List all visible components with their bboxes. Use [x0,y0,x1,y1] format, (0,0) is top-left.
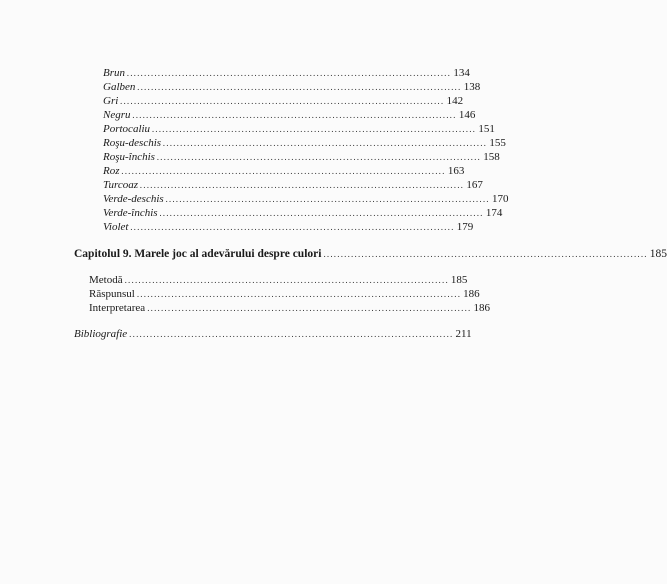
toc-subsection-title: Metodă [89,274,123,286]
toc-leader-dots: .............................................................................................. [147,303,472,313]
toc-entry-title: Galben [103,81,136,93]
toc-subsection-raspunsul [89,288,480,301]
toc-leader-dots: .............................................................................................. [136,289,462,299]
toc-leader-dots: .............................................................................................. [127,68,452,78]
toc-entry-page: 158 [483,151,500,163]
toc-entry-title: Turcoaz [103,179,139,191]
toc-entry-negru [103,109,476,122]
toc-entry-page: 134 [453,67,470,79]
toc-entry-page: 138 [463,81,481,93]
toc-entry-title: Roz [103,165,120,177]
toc-entry-rosu-deschis [103,137,506,150]
toc-leader-dots: .............................................................................................. [323,249,648,259]
toc-entry-page: 142 [446,95,464,107]
toc-entry-title: Verde-deschis [103,193,164,205]
toc-bibliography [74,328,472,341]
toc-entry-title: Brun [103,67,125,79]
toc-entry-portocaliu [103,123,495,136]
toc-entry-verde-deschis [103,193,509,206]
toc-entry-rosu-inchis [103,151,500,164]
toc-entry-violet [103,221,474,234]
toc-entry-page: 151 [478,123,495,135]
toc-leader-dots: .............................................................................................. [156,152,482,162]
toc-entry-page: 170 [492,193,509,205]
toc-chapter-page: 185 [649,248,667,260]
toc-leader-dots: .............................................................................................. [165,194,490,204]
toc-leader-dots: .............................................................................................. [120,96,445,106]
toc-subsection-metoda [89,274,468,287]
toc-entry-page: 174 [485,207,503,219]
toc-entry-brun [103,67,470,80]
toc-entry-page: 179 [456,221,474,233]
toc-subsection-page: 186 [463,288,480,300]
toc-entry-page: 163 [447,165,465,177]
toc-bibliography-page: 211 [455,328,472,340]
toc-leader-dots: .............................................................................................. [152,124,477,134]
toc-entry-title: Roşu-închis [103,151,155,163]
toc-entry-gri [103,95,464,108]
toc-leader-dots: .............................................................................................. [140,180,465,190]
toc-leader-dots: .............................................................................................. [132,110,457,120]
toc-bibliography-title: Bibliografie [74,328,128,340]
toc-leader-dots: .............................................................................................. [159,208,484,218]
toc-entry-page: 155 [489,137,506,149]
toc-entry-roz [103,165,465,178]
toc-entry-title: Violet [103,221,129,233]
toc-leader-dots: .............................................................................................. [129,329,454,339]
toc-leader-dots: .............................................................................................. [121,166,446,176]
toc-chapter-9 [74,248,667,261]
toc-subsection-title: Răspunsul [89,288,135,300]
toc-leader-dots: .............................................................................................. [130,222,455,232]
toc-entry-title: Verde-închis [103,207,158,219]
toc-chapter-title: Capitolul 9. Marele joc al adevărului despre culori [74,248,322,260]
toc-subsection-page: 185 [450,274,468,286]
toc-entry-title: Roşu-deschis [103,137,162,149]
toc-entry-page: 167 [466,179,483,191]
toc-entry-turcoaz [103,179,483,192]
toc-entry-page: 146 [458,109,476,121]
toc-entry-title: Negru [103,109,131,121]
toc-entry-title: Portocaliu [103,123,151,135]
toc-subsection-page: 186 [473,302,490,314]
toc-entry-title: Gri [103,95,119,107]
toc-subsection-title: Interpretarea [89,302,146,314]
toc-entry-galben [103,81,481,94]
toc-entry-verde-inchis [103,207,503,220]
toc-leader-dots: .............................................................................................. [137,82,462,92]
toc-leader-dots: .............................................................................................. [163,138,488,148]
toc-leader-dots: .............................................................................................. [124,275,449,285]
toc-subsection-interpretarea [89,302,490,315]
